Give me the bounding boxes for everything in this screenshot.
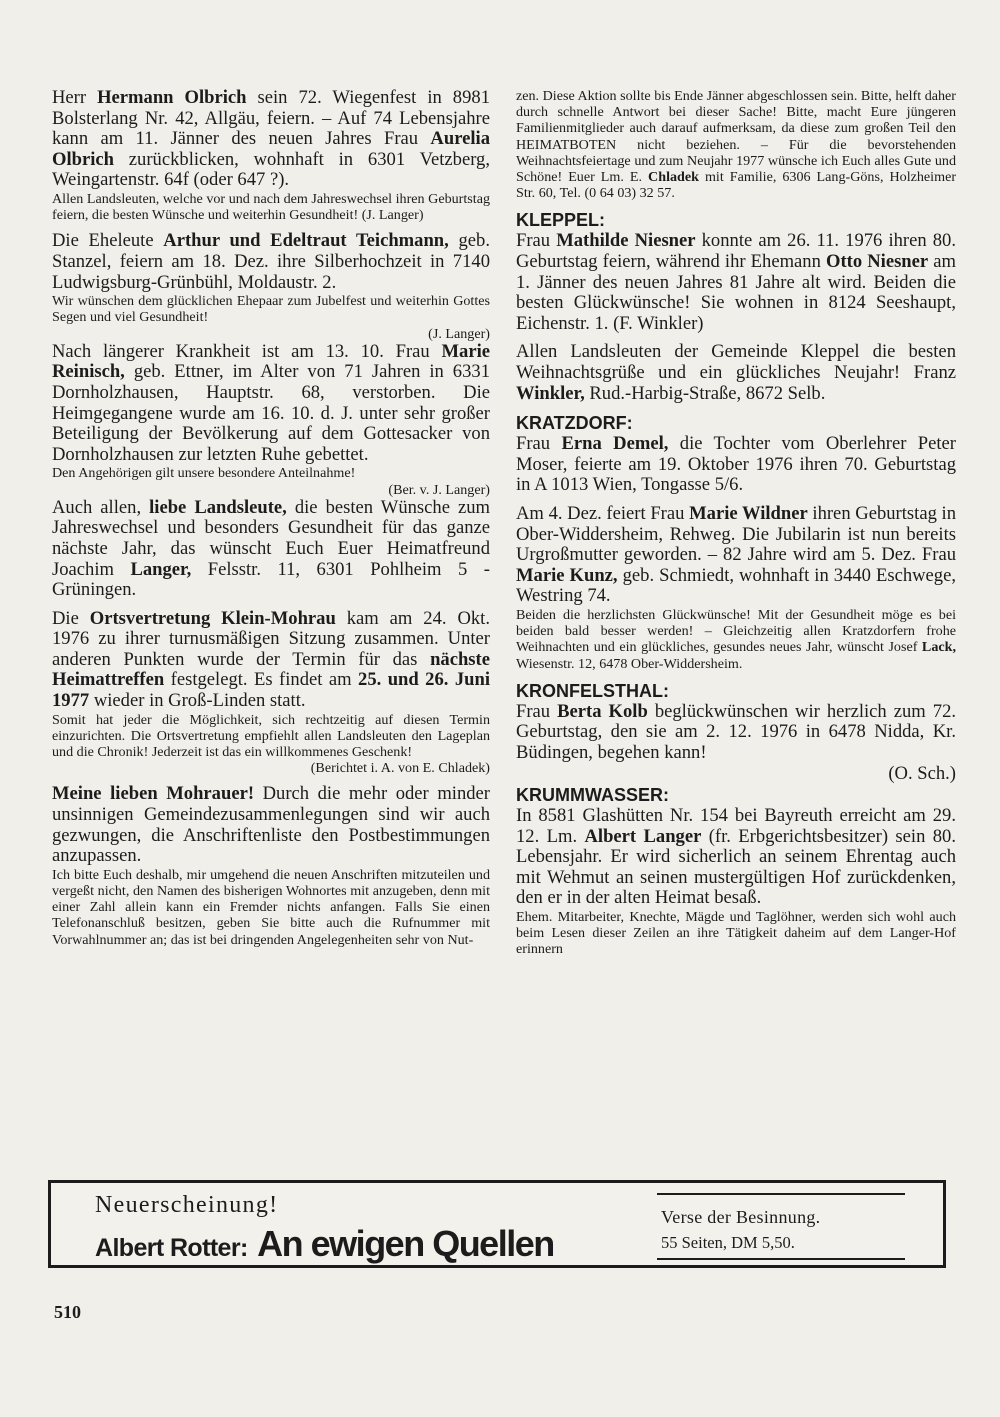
- bold-name: Otto Niesner: [825, 251, 929, 273]
- kleppel-paragraph: Frau Mathilde Niesner konnte am 26. 11. 1976 ihren 80. Geburtstag feiern, während ihr Ehemann Otto Niesner am 1. Jänner des neuen Jahres 81 Jahre alt wird. Beiden die besten Glückwünsche! Sie wohnen in 8124 Seeshaupt, Eichenstr. 1. (F. Winkler): [516, 230, 956, 334]
- kleppel-heading: KLEPPEL:: [516, 210, 606, 231]
- teichmann-credit: (J. Langer): [428, 325, 490, 342]
- bold-name: 25. und 26. Juni 1977: [52, 669, 490, 712]
- kronfelsthal-credit: (O. Sch.): [888, 762, 956, 784]
- reinisch-condolence: Den Angehörigen gilt unsere besondere Anteilnahme!: [52, 465, 356, 482]
- kratzdorf-paragraph: Frau Erna Demel, die Tochter vom Oberlehrer Peter Moser, feierte am 19. Oktober 1976 ihren 70. Geburtstag in A 1013 Wien, Tongasse 5/6.: [516, 433, 956, 496]
- bold-name: Winkler,: [516, 382, 585, 404]
- bold-name: Marie Kunz,: [516, 564, 618, 586]
- ad-book-line: [95, 1223, 554, 1265]
- ad-subtitle: Verse der Besinnung.: [661, 1207, 821, 1227]
- ad-author: Albert Rotter:: [95, 1234, 248, 1262]
- bold-name: Arthur und Edeltraut Teichmann,: [163, 230, 449, 252]
- krummwasser-note: Ehem. Mitarbeiter, Knechte, Mägde und Taglöhner, werden sich wohl auch beim Lesen dieser Zeilen an ihre Tätigkeit daheim auf dem Langer-Hof erinnern: [516, 909, 956, 958]
- bold-name: Ortsvertretung Klein-Mohrau: [89, 607, 336, 629]
- bold-name: Marie Reinisch,: [52, 340, 490, 383]
- kratzdorf-wildner: Am 4. Dez. feiert Frau Marie Wildner ihren Geburtstag in Ober-Widdersheim, Rehweg. Die Jubilarin ist nun bereits Urgroßmutter geworden. – 82 Jahre wird am 5. Dez. Frau Marie Kunz, geb. Schmiedt, wohnhaft in 3440 Eschwege, Westring 74.: [516, 502, 957, 607]
- teichmann-paragraph: Die Eheleute Arthur und Edeltraut Teichmann, geb. Stanzel, feiern am 18. Dez. ihre Silberhochzeit in 7140 Ludwigsburg-Grünbühl, Moldaustr. 2.: [52, 230, 490, 293]
- reinisch-paragraph: Nach längerer Krankheit ist am 13. 10. Frau Marie Reinisch, geb. Ettner, im Alter von 71 Jahren in 6331 Dornholzhausen, Hauptstr. 68, verstorben. Die Heimgegangene wurde am 16. 10. d. J. unter sehr großer Beteiligung der Bevölkerung auf dem Gottesacker von Dornholzhausen zur letzten Ruhe gebettet.: [52, 340, 490, 465]
- ad-rule-top: [657, 1193, 905, 1195]
- ortsvertretung-note: Somit hat jeder die Möglichkeit, sich rechtzeitig auf diesen Termin einzurichten. Die Ortsvertretung empfiehlt allen Landsleuten den Lageplan und die Chronik! Jederzeit ist das ein willkommenes Geschenk!: [52, 711, 490, 761]
- mohrauer-continuation: zen. Diese Aktion sollte bis Ende Jänner abgeschlossen sein. Bitte, helft daher durch schnelle Antwort bei dieser Sache! Bitte, macht Eure jüngeren Familienmitglieder auch darauf aufmerksam, da diese zum großen Teil den HEIMATBOTEN nicht beziehen. – Für die bevorstehenden Weihnachtsfeiertage und zum Neujahr 1977 wünsche ich Euch alles Gute und Schöne! Euer Lm. E. Chladek mit Familie, 6306 Lang-Göns, Holzheimer Str. 60, Tel. (0 64 03) 32 57.: [516, 88, 957, 202]
- bold-name: Hermann Olbrich: [97, 87, 247, 108]
- bold-name: Erna Demel,: [561, 433, 669, 455]
- bold-name: Albert Langer: [584, 825, 702, 847]
- bold-name: Chladek: [648, 169, 699, 186]
- langer-greeting: Auch allen, liebe Landsleute, die besten Wünsche zum Jahreswechsel und besonders Gesundheit für das ganze nächste Jahr, das wünscht Euch Euer Heimatfreund Joachim Langer, Felsstr. 11, 6301 Pohlheim 5 - Grüningen.: [52, 496, 491, 601]
- olbrich-paragraph: Herr Hermann Olbrich sein 72. Wiegenfest in 8981 Bolsterlang Nr. 42, Allgäu, feiern. – Auf 74 Lebensjahre kann am 11. Jänner des neuen Jahres Frau Aurelia Olbrich zurückblicken, wohnhaft in 6301 Vetzberg, Weingartenstr. 64f (oder 647 ?).: [52, 87, 490, 191]
- bold-name: Marie Wildner: [689, 502, 808, 524]
- right-column: [516, 88, 956, 958]
- kronfelsthal-paragraph: Frau Berta Kolb beglückwünschen wir herzlich zum 72. Geburtstag, den sie am 2. 12. 1976 in 6478 Nidda, Kr. Büdingen, begehen kann!: [516, 700, 957, 763]
- bold-name: Mathilde Niesner: [556, 230, 696, 252]
- ad-price: 55 Seiten, DM 5,50.: [661, 1233, 795, 1252]
- mohrauer-request: Ich bitte Euch deshalb, mir umgehend die neuen Anschriften mitzuteilen und vergeßt nicht, den Namen des bisherigen Wohnortes mit anzugeben, denn mit einer Zahl allein kann ein Fremder nichts anfangen. Falls Sie einen Telefonanschluß besitzen, geben Sie bitte auch die Rufnummer mit Vorwahlnummer an; das ist bei dringenden Angelegenheiten sehr von Nut-: [52, 866, 490, 948]
- book-advertisement: [48, 1180, 946, 1268]
- mohrauer-paragraph: Meine lieben Mohrauer! Durch die mehr oder minder unsinnigen Gemeindezusammenlegungen sind wir auch gezwungen, die Anschriftenliste den Postbestimmungen anzupassen.: [52, 783, 490, 867]
- ortsvertretung-credit: (Berichtet i. A. von E. Chladek): [310, 760, 490, 777]
- ad-new-release: Neuerscheinung!: [95, 1192, 279, 1218]
- ortsvertretung-paragraph: Die Ortsvertretung Klein-Mohrau kam am 24. Okt. 1976 zu ihrer turnusmäßigen Sitzung zusammen. Unter anderen Punkten wurde der Termin für das nächste Heimattreffen festgelegt. Es findet am 25. und 26. Juni 1977 wieder in Groß-Linden statt.: [52, 607, 490, 712]
- bold-name: liebe Landsleute,: [149, 496, 287, 518]
- kleppel-greeting: Allen Landsleuten der Gemeinde Kleppel die besten Weihnachtsgrüße und ein glückliches Neujahr! Franz Winkler, Rud.-Harbig-Straße, 8672 Selb.: [516, 341, 956, 404]
- bold-name: Lack,: [921, 639, 956, 656]
- kronfelsthal-heading: KRONFELSTHAL:: [516, 680, 669, 701]
- kratzdorf-heading: KRATZDORF:: [516, 413, 633, 434]
- krummwasser-paragraph: In 8581 Glashütten Nr. 154 bei Bayreuth erreicht am 29. 12. Lm. Albert Langer (fr. Erbgerichtsbesitzer) sein 80. Lebensjahr. Er wird sicherlich an seinem Ehrentag auch mit Wehmut an seinen mustergültigen Hof zurückdenken, den er in der alten Heimat besaß.: [516, 805, 956, 909]
- bold-name: Langer,: [130, 558, 192, 580]
- left-column: [52, 88, 490, 948]
- krummwasser-heading: KRUMMWASSER:: [516, 785, 669, 806]
- bold-name: Meine lieben Mohrauer!: [52, 783, 255, 805]
- bold-name: Aurelia Olbrich: [52, 128, 490, 170]
- teichmann-wishes: Wir wünschen dem glücklichen Ehepaar zum Jubelfest und weiterhin Gottes Segen und viel Gesundheit!: [52, 293, 490, 326]
- kratzdorf-wishes: Beiden die herzlichsten Glückwünsche! Mit der Gesundheit möge es bei beiden bald besser werden! – Gleichzeitig allen Kratzdorfern frohe Weihnachten und ein glückliches, gesundes neues Jahr, wünscht Josef Lack, Wiesenstr. 12, 6478 Ober-Widdersheim.: [516, 606, 956, 672]
- reinisch-credit: (Ber. v. J. Langer): [388, 481, 490, 498]
- bold-name: nächste Heimattreffen: [52, 648, 490, 691]
- page-number: 510: [54, 1302, 81, 1322]
- bold-name: Berta Kolb: [557, 700, 648, 722]
- ad-rule-bottom: [657, 1258, 905, 1260]
- olbrich-wishes: Allen Landsleuten, welche vor und nach dem Jahreswechsel ihren Geburtstag feiern, die besten Wünsche und weiterhin Gesundheit! (J. Langer): [52, 190, 490, 224]
- ad-title: An ewigen Quellen: [257, 1223, 554, 1264]
